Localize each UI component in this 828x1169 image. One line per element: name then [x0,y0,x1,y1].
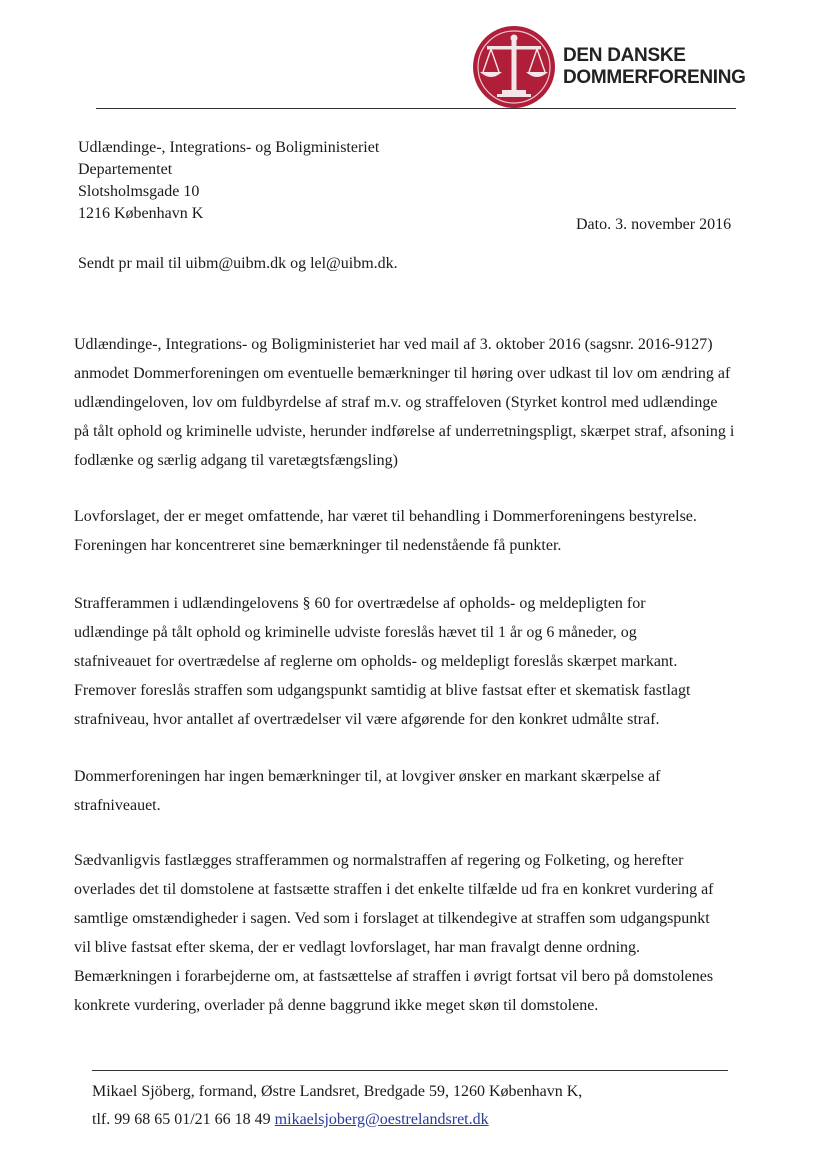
address-line: 1216 København K [78,205,204,222]
paragraph-line: anmodet Dommerforeningen om eventuelle bemærkninger til høring over udkast til lov om ændring af [74,365,731,382]
paragraph-line: Fremover foreslås straffen som udgangspunkt samtidig at blive fastsat efter et skematisk fastlagt [74,682,691,699]
address-line: Udlændinge-, Integrations- og Boligministeriet [78,139,380,156]
body-paragraph [74,589,764,734]
footer-contact-line [92,1106,582,1134]
paragraph-line: Strafferammen i udlændingelovens § 60 for overtrædelse af opholds- og meldepligten for [74,595,646,612]
footer-phone: tlf. 99 68 65 01/21 66 18 49 [92,1111,275,1128]
paragraph-line: Sædvanligvis fastlægges strafferammen og normalstraffen af regering og Folketing, og herefter [74,852,684,869]
paragraph-line: vil blive fastsat efter skema, der er vedlagt lovforslaget, har man fravalgt denne ordning. [74,939,641,956]
recipient-address [78,137,379,225]
organization-name-line1: DEN DANSKE [563,45,686,66]
paragraph-line: fodlænke og særlig adgang til varetægtsfængsling) [74,452,398,469]
paragraph-line: overlades det til domstolene at fastsætte straffen i det enkelte tilfælde ud fra en konkret vurdering af [74,881,714,898]
paragraph-line: udlændinge på tålt ophold og kriminelle udviste foreslås hævet til 1 år og 6 måneder, og [74,624,637,641]
paragraph-line: Foreningen har koncentreret sine bemærkninger til nedenstående få punkter. [74,537,562,554]
body-paragraph [74,762,764,820]
paragraph-line: Udlændinge-, Integrations- og Boligministeriet har ved mail af 3. oktober 2016 (sagsnr. 2016-9127) [74,336,713,353]
body-paragraph [74,846,764,1020]
letter-date: Dato. 3. november 2016 [576,216,732,233]
paragraph-line: på tålt ophold og kriminelle udviste, herunder indførelse af underretningspligt, skærpet straf, afsoning i [74,423,735,440]
footer-divider [92,1070,728,1071]
paragraph-line: strafniveauet. [74,797,161,814]
paragraph-line: konkrete vurdering, overlader på denne baggrund ikke meget skøn til domstolene. [74,997,599,1014]
paragraph-line: Lovforslaget, der er meget omfattende, har været til behandling i Dommerforeningens bestyrelse. [74,508,697,525]
paragraph-line: strafniveau, hvor antallet af overtrædelser vil være afgørende for den konkret udmålte straf. [74,711,660,728]
header-divider [96,108,736,109]
organization-name-line2: DOMMERFORENING [563,67,746,88]
scales-of-justice-logo-icon [469,22,559,112]
address-line: Slotsholmsgade 10 [78,183,200,200]
sent-by-mail-line: Sendt pr mail til uibm@uibm.dk og lel@uibm.dk. [78,255,398,272]
body-paragraph [74,502,764,560]
organization-name [563,45,746,89]
address-line: Departementet [78,161,173,178]
paragraph-line: Bemærkningen i forarbejderne om, at fastsættelse af straffen i øvrigt fortsat vil bero på domstolenes [74,968,714,985]
footer-sender-line: Mikael Sjöberg, formand, Østre Landsret, Bredgade 59, 1260 København K, [92,1083,583,1100]
paragraph-line: Dommerforeningen har ingen bemærkninger til, at lovgiver ønsker en markant skærpelse af [74,768,661,785]
body-paragraph [74,330,764,475]
paragraph-line: samtlige omstændigheder i sagen. Ved som i forslaget at tilkendegive at straffen som udgangspunkt [74,910,710,927]
paragraph-line: stafniveauet for overtrædelse af reglerne om opholds- og meldepligt foreslås skærpet markant. [74,653,678,670]
footer-email-link[interactable]: mikaelsjoberg@oestrelandsret.dk [274,1111,489,1128]
paragraph-line: udlændingeloven, lov om fuldbyrdelse af straf m.v. og straffeloven (Styrket kontrol med udlændinge [74,394,718,411]
letter-footer [92,1078,582,1134]
